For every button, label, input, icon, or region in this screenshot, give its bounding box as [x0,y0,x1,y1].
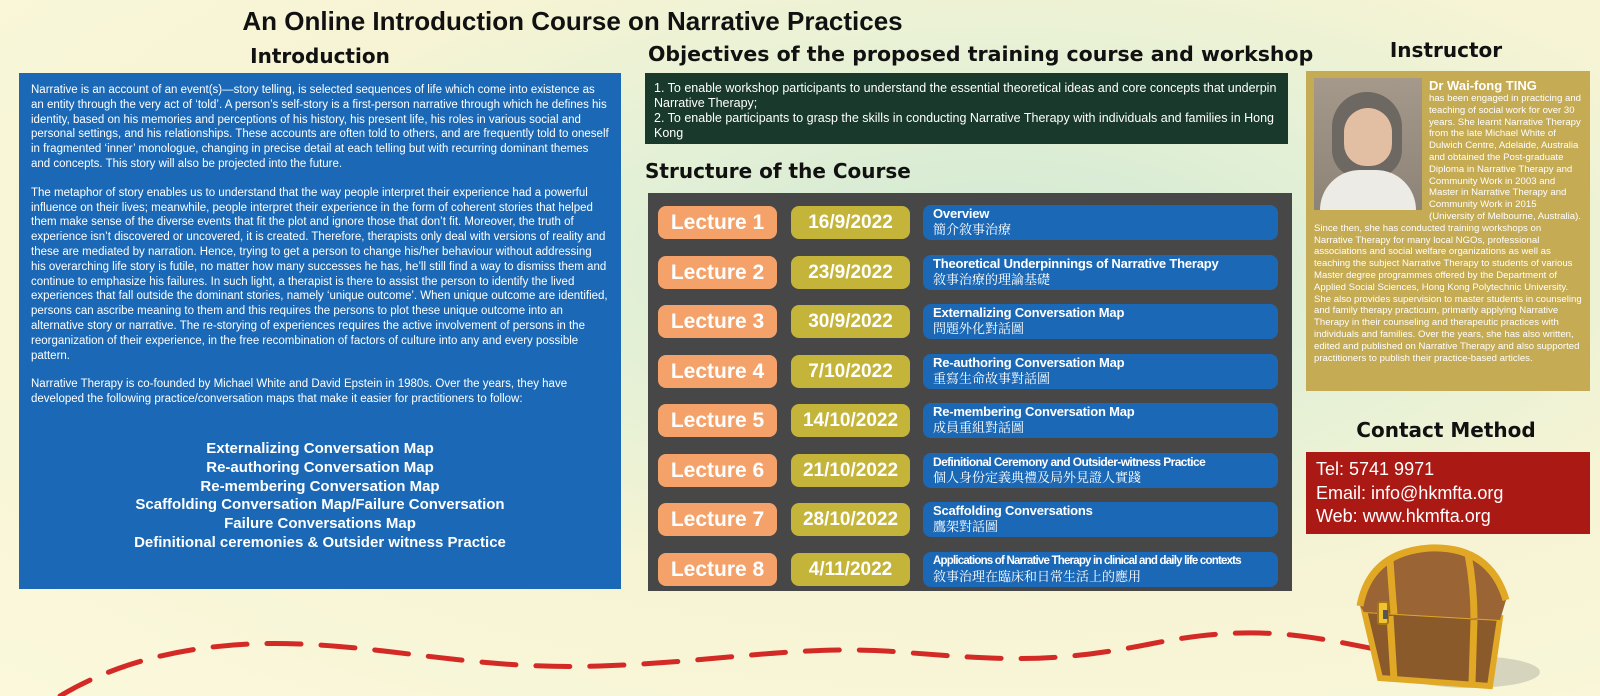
lecture-date: 4/11/2022 [791,553,910,586]
lecture-title-zh: 成員重組對話圖 [933,420,1025,435]
lecture-title-en: Re-authoring Conversation Map [933,354,1125,370]
contact-heading: Contact Method [1356,418,1536,442]
lecture-date: 7/10/2022 [791,355,910,388]
lecture-row [648,253,1292,291]
lecture-topic [923,403,1278,438]
instructor-heading: Instructor [1389,38,1503,62]
lecture-topic [923,552,1278,587]
lecture-date: 16/9/2022 [791,206,910,239]
lecture-date: 28/10/2022 [791,503,910,536]
lecture-title-en: Applications of Narrative Therapy in clinical and daily life contexts [933,554,1241,567]
lecture-date: 14/10/2022 [791,404,910,437]
structure-heading: Structure of the Course [645,159,911,183]
lecture-badge: Lecture 2 [658,256,777,289]
lecture-title-zh: 個人身份定義典禮及局外見證人實踐 [933,469,1142,485]
lecture-row [648,352,1292,390]
lecture-title-zh: 敘事治療的理論基礎 [933,271,1051,287]
lecture-title-en: Scaffolding Conversations [933,503,1093,518]
objectives-panel [645,73,1288,144]
lecture-badge: Lecture 8 [658,553,777,586]
lecture-title-zh: 重寫生命故事對話圖 [933,370,1051,386]
lecture-topic [923,205,1278,240]
introduction-panel [19,73,621,589]
map-item-failure: Failure Conversations Map [224,515,416,533]
objectives-heading: Objectives of the proposed training course and workshop [648,42,1314,66]
lecture-badge: Lecture 3 [658,305,777,338]
map-item-re-authoring: Re-authoring Conversation Map [206,458,434,476]
lecture-row [648,203,1292,241]
lecture-title-en: Externalizing Conversation Map [933,305,1125,320]
course-structure-panel [648,193,1292,591]
contact-panel [1306,452,1590,534]
contact-web: Web: www.hkmfta.org [1316,506,1491,526]
lecture-badge: Lecture 6 [658,454,777,487]
intro-paragraph-1: Narrative is an account of an event(s)—story telling, is selected sequences of life which come into existence as an entity through the very act of ‘told’. A person’s self-story is a first-person narrative through which he defines his identity, based on his memories and perceptions of his history, his present life, his roles in various social and personal settings, and his relationships. These accounts are often told to others, and are frequently told to oneself in fragmented ‘inner’ monologue, changing in precise detail at each telling but with recurring dominant themes and concepts. This story will also be projected into the future. [31,84,609,170]
map-item-re-membering: Re-membering Conversation Map [200,477,440,495]
intro-paragraph-2: The metaphor of story enables us to understand that the way people interpret their experience had a powerful influence on their lives; meanwhile, people interpret their experience in the form of coherent stories that helped them make sense of the diverse events that fit the plot and ignore those that don’t fit. Moreover, the truth of experience isn’t discovered or uncovered, it is created. Therefore, therapists only deal with versions of reality and these are mediated by narration. Hence, trying to get a person to change his/her behaviour without addressing his overarching life story is futile, no matter how many successes he has, he’ll still find a way to dismiss them and continue to emphasize his failures. In such light, a therapist is there to assist the person to identify the lived experiences that fall outside the dominant stories, namely ‘unique outcome’. When unique outcome are identified, persons can ascribe meaning to them and this requires the persons to plot these unique outcome into an alternative story or narrative. The re-storying of experiences requires the active involvement of persons in the reorganization of their experience, in the free recombination of factors of culture into any and every possible pattern. [31,186,608,362]
objective-item-2: 2. To enable participants to grasp the skills in conducting Narrative Therapy with individuals and families in Hong Kong [654,111,1275,140]
dashed-path-decoration [0,600,1400,696]
map-item-definitional: Definitional ceremonies & Outsider witness Practice [134,533,506,551]
introduction-heading: Introduction [250,44,390,68]
objective-item-1: 1. To enable workshop participants to understand the essential theoretical ideas and core concepts that underpin Narrative Therapy; [654,81,1277,110]
instructor-bio: has been engaged in practicing and teaching of social work for over 30 years. She learnt Narrative Therapy from the late Michael White of Dulwich Centre, Adelaide, Australia and obtained the Post-graduate Diploma in Narrative Therapy and Community Work in 2003 and Master in Narrative Therapy and Community Work in 2015 (University of Melbourne, Australia). Since then, she has conducted training workshops on Narrative Therapy for many local NGOs, professional associations and social welfare organizations as well as teaching the subject Narrative Therapy to students of various Master degree programmes offered by the Department of Applied Social Sciences, Hong Kong Polytechnic University. She also provides supervision to master students in counseling and family therapy practicum, primarily applying Narrative Therapy in their counseling and therapeutic practices with individuals and families. Over the years, she has also written, edited and published on Narrative Therapy and also supported practitioners to publish their practice-based articles. [1314,93,1582,364]
lecture-topic [923,502,1278,537]
lecture-row [648,500,1292,538]
lecture-title-en: Theoretical Underpinnings of Narrative Therapy [933,255,1219,271]
lecture-title-en: Overview [933,206,990,221]
lecture-title-zh: 鷹架對話圖 [933,519,999,534]
lecture-title-en: Re-membering Conversation Map [933,404,1135,419]
lecture-topic [923,304,1278,339]
map-item-externalizing: Externalizing Conversation Map [206,439,434,457]
intro-paragraph-3: Narrative Therapy is co-founded by Michael White and David Epstein in 1980s. Over the years, they have developed the following practice/conversation maps that make it easier for practitioners to follow: [31,378,568,406]
map-item-scaffolding: Scaffolding Conversation Map/Failure Conversation [135,496,505,514]
instructor-name: Dr Wai-fong TING [1429,78,1537,93]
lecture-title-zh: 問題外化對話圖 [933,321,1025,336]
contact-email: Email: info@hkmfta.org [1316,482,1504,503]
contact-tel: Tel: 5741 9971 [1316,459,1435,479]
lecture-topic [923,354,1278,389]
lecture-topic [923,453,1278,488]
lecture-title-zh: 簡介敘事治療 [933,222,1012,237]
lecture-date: 21/10/2022 [791,454,910,487]
lecture-row [648,401,1292,439]
lecture-badge: Lecture 7 [658,503,777,536]
lecture-badge: Lecture 1 [658,206,777,239]
lecture-date: 23/9/2022 [791,256,910,289]
lecture-badge: Lecture 4 [658,355,777,388]
page-title: An Online Introduction Course on Narrative Practices [242,6,903,36]
lecture-row [648,550,1292,588]
treasure-chest-icon [1350,540,1540,690]
conversation-maps-list [31,440,609,553]
lecture-topic [923,255,1278,290]
instructor-photo [1314,78,1422,210]
lecture-title-zh: 敘事治理在臨床和日常生活上的應用 [933,568,1142,584]
lecture-title-en: Definitional Ceremony and Outsider-witness Practice [933,454,1206,469]
lecture-row [648,302,1292,340]
lecture-date: 30/9/2022 [791,305,910,338]
instructor-panel [1306,71,1590,391]
lecture-row [648,451,1292,489]
lecture-badge: Lecture 5 [658,404,777,437]
